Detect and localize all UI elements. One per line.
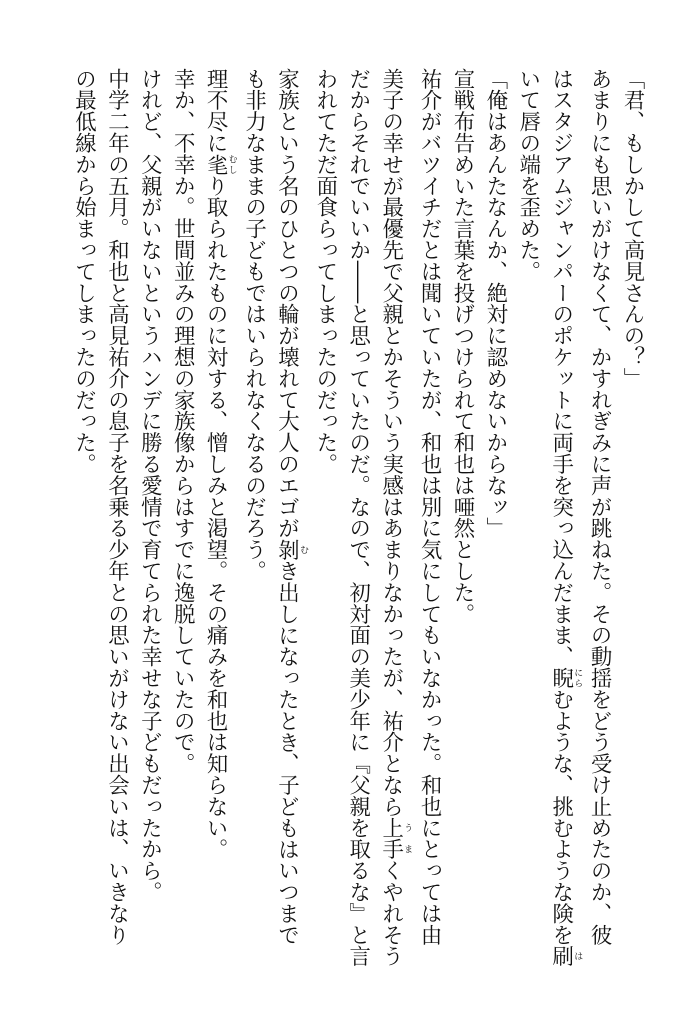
text-line: 「君、もしかして高見さんの？」 (620, 68, 645, 389)
text-line: いて唇の端を歪めた。 (515, 68, 541, 282)
text-line: けれど、父親がいないというハンデに勝る愛情で育てられた幸せな子どもだったから。 (137, 68, 163, 903)
text-line: 「俺はあんたなんか、絶対に認めないからなッ」 (482, 68, 508, 539)
furigana: 刷は (548, 945, 583, 967)
furigana: 睨にら (548, 667, 583, 689)
furigana: 毟むし (203, 153, 237, 176)
text-line: 幸か、不幸か。世間並みの理想の家族像からはすでに逸脱していたので。 (170, 68, 196, 775)
text-line: 家族という名のひとつの輪が壊れて大人のエゴが剝むき出しになったとき、子どもはいつまで (274, 68, 308, 946)
vertical-text-body (67, 68, 648, 968)
text-line: あまりにも思いがけなくて、かすれぎみに声が跳ねた。その動揺をどう受け止めたのか、彼 (587, 68, 613, 946)
text-line: われてただ面食らってしまったのだった。 (312, 68, 338, 475)
furigana: 剝む (274, 538, 308, 561)
text-line: 理不尽に毟むしり取られたものに対する、憎しみと渇望。その痛みを和也は知らない。 (203, 68, 237, 860)
text-line: 中学二年の五月。和也と高見祐介の息子を名乗る少年との思いがけない出会いは、いきなり (104, 68, 130, 946)
furigana: 上手うま (378, 817, 413, 860)
text-line: の最低線から始まってしまったのだった。 (71, 68, 97, 475)
text-line: だからそれでいいか――と思っていたのだ。なので、初対面の美少年に『父親を取るな』と言 (345, 68, 371, 967)
text-line: 美子の幸せが最優先で父親とかそういう実感はあまりなかったが、祐介となら上手うまくやれそう (378, 68, 413, 967)
text-line: 宣戦布告めいた言葉を投げつけられて和也は唖然とした。 (449, 68, 475, 625)
text-line: 祐介がバツイチだとは聞いていたが、和也は別に気にしてもいなかった。和也にとっては由 (417, 68, 443, 946)
text-line: はスタジアムジャンパーのポケットに両手を突っ込んだまま、睨にらむような、挑むような険を刷は (548, 68, 583, 967)
text-line: も非力なままの子どもではいられなくなるのだろう。 (241, 68, 267, 582)
